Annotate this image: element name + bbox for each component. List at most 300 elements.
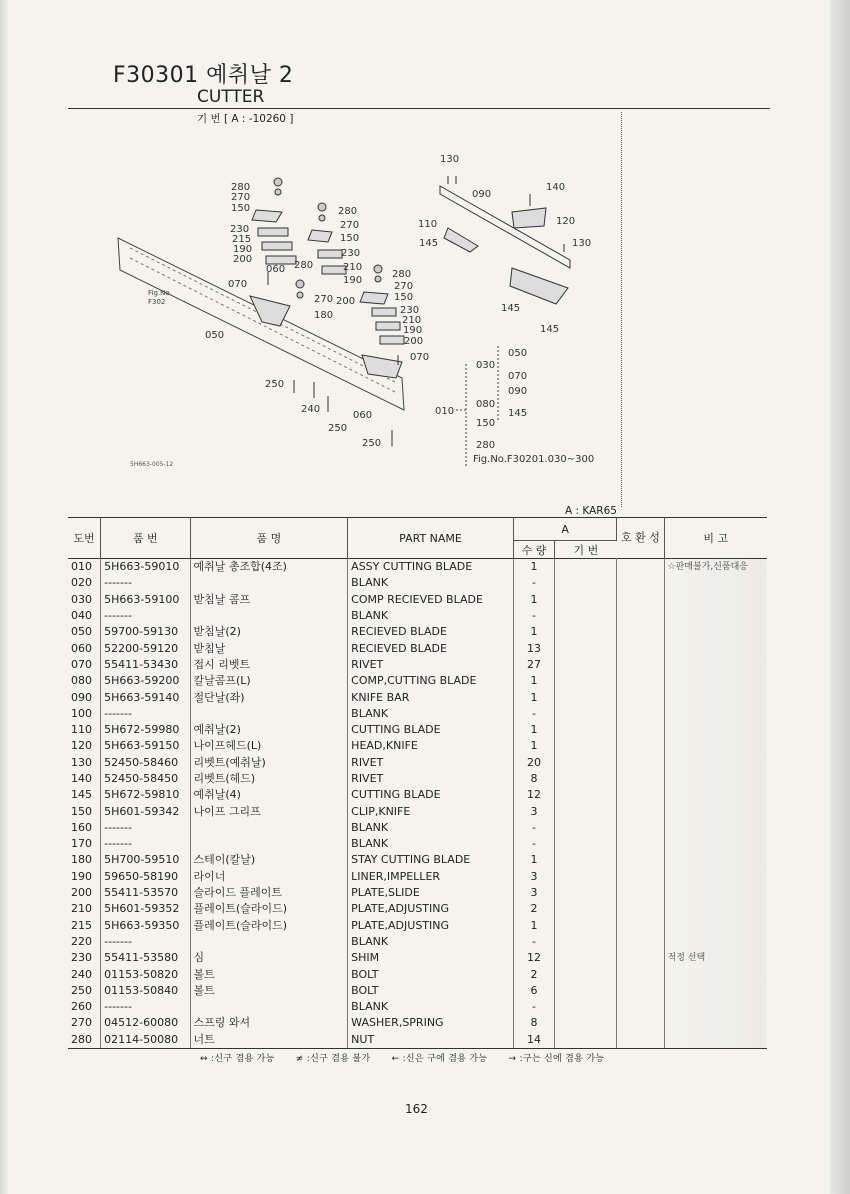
callout-label: 050	[508, 348, 528, 359]
table-row	[68, 966, 767, 982]
table-row	[68, 1032, 767, 1049]
row-qty: 3	[513, 803, 554, 819]
row-part-no: -------	[101, 934, 190, 950]
row-remarks	[664, 787, 767, 803]
row-part-name: NUT	[348, 1032, 514, 1049]
col-header-group-a: A	[513, 518, 616, 541]
row-part-no: 5H672-59980	[101, 722, 190, 738]
row-part-no: 55411-53580	[101, 950, 190, 966]
row-part-no: 01153-50840	[101, 983, 190, 999]
table-row	[68, 869, 767, 885]
row-part-name: ASSY CUTTING BLADE	[348, 559, 514, 576]
row-qty: 1	[513, 852, 554, 868]
row-qty: 13	[513, 640, 554, 656]
row-part-name: RECIEVED BLADE	[348, 640, 514, 656]
row-part-name: RIVET	[348, 657, 514, 673]
row-part-name: LINER,IMPELLER	[348, 869, 514, 885]
row-serial	[555, 673, 617, 689]
callout-label: 110	[418, 219, 438, 230]
row-remarks: ☆판매불가,신품대응	[664, 559, 767, 576]
row-no: 060	[68, 640, 101, 656]
row-interchange	[617, 592, 664, 608]
callout-label: 180	[314, 310, 334, 321]
row-qty: 1	[513, 722, 554, 738]
row-qty: 1	[513, 689, 554, 705]
row-name-kr	[190, 836, 348, 852]
col-header-part-no: 품 번	[101, 518, 190, 559]
row-interchange	[617, 999, 664, 1015]
table-row	[68, 983, 767, 999]
row-no: 110	[68, 722, 101, 738]
table-row	[68, 738, 767, 754]
callout-label: 200	[336, 296, 356, 307]
callout-label: 080	[476, 399, 496, 410]
row-interchange	[617, 722, 664, 738]
row-part-no: -------	[101, 836, 190, 852]
callout-label: 150	[231, 203, 251, 214]
row-serial	[555, 657, 617, 673]
callout-label: 030	[476, 360, 496, 371]
row-serial	[555, 966, 617, 982]
callout-label: 210	[343, 262, 363, 273]
knife-bar-drawing	[440, 176, 570, 304]
row-no: 070	[68, 657, 101, 673]
row-remarks	[664, 771, 767, 787]
page-title: F30301 예취날 2	[113, 63, 294, 88]
callout-label: 270	[314, 294, 334, 305]
row-part-name: BLANK	[348, 820, 514, 836]
row-qty: -	[513, 820, 554, 836]
row-part-name: BLANK	[348, 999, 514, 1015]
page-number: 162	[405, 1102, 428, 1116]
row-serial	[555, 624, 617, 640]
callout-label: 190	[343, 275, 363, 286]
callout-label: 060	[353, 410, 373, 421]
row-qty: 2	[513, 966, 554, 982]
row-part-name: STAY CUTTING BLADE	[348, 852, 514, 868]
table-row	[68, 608, 767, 624]
row-serial	[555, 1032, 617, 1049]
row-name-kr: 예취날(2)	[190, 722, 348, 738]
row-qty: 3	[513, 885, 554, 901]
callout-label: 210	[402, 315, 422, 326]
row-remarks	[664, 608, 767, 624]
table-row	[68, 559, 767, 576]
row-no: 130	[68, 755, 101, 771]
row-qty: 1	[513, 592, 554, 608]
callout-label: 280	[392, 269, 412, 280]
callout-label: 200	[233, 254, 253, 265]
page-subtitle: CUTTER	[197, 87, 265, 107]
row-qty: -	[513, 608, 554, 624]
row-part-no: 5H663-59200	[101, 673, 190, 689]
row-part-name: PLATE,ADJUSTING	[348, 901, 514, 917]
row-part-no: 5H663-59350	[101, 918, 190, 934]
row-interchange	[617, 836, 664, 852]
row-name-kr: 칼날콤프(L)	[190, 673, 348, 689]
row-interchange	[617, 803, 664, 819]
row-remarks	[664, 820, 767, 836]
callout-label: 250	[328, 423, 348, 434]
row-part-name: PLATE,ADJUSTING	[348, 918, 514, 934]
callout-label: 240	[301, 404, 321, 415]
row-remarks	[664, 575, 767, 591]
callout-label: 090	[472, 189, 492, 200]
row-remarks	[664, 706, 767, 722]
serial-range: 기 번 [ A : -10260 ]	[197, 113, 294, 125]
row-serial	[555, 755, 617, 771]
row-serial	[555, 706, 617, 722]
row-qty: 6	[513, 983, 554, 999]
row-name-kr: 너트	[190, 1032, 348, 1049]
row-part-name: BOLT	[348, 966, 514, 982]
row-name-kr: 리벳트(헤드)	[190, 771, 348, 787]
row-part-no: 52200-59120	[101, 640, 190, 656]
row-name-kr: 받침날(2)	[190, 624, 348, 640]
callout-label: 070	[508, 371, 528, 382]
table-row	[68, 852, 767, 868]
row-name-kr	[190, 575, 348, 591]
callout-label: 145	[501, 303, 521, 314]
callout-label: 145	[540, 324, 560, 335]
row-no: 020	[68, 575, 101, 591]
row-no: 040	[68, 608, 101, 624]
row-interchange	[617, 657, 664, 673]
row-remarks	[664, 934, 767, 950]
row-remarks	[664, 592, 767, 608]
col-header-serial: 기 번	[555, 541, 617, 559]
fig-ref-line: Fig.No	[148, 289, 170, 297]
callout-label: 090	[508, 386, 528, 397]
row-interchange	[617, 689, 664, 705]
callout-label: 140	[546, 182, 566, 193]
row-part-name: HEAD,KNIFE	[348, 738, 514, 754]
table-row	[68, 592, 767, 608]
row-interchange	[617, 885, 664, 901]
callout-label: 060	[266, 264, 286, 275]
table-row	[68, 673, 767, 689]
row-serial	[555, 983, 617, 999]
row-remarks	[664, 624, 767, 640]
row-qty: 3	[513, 869, 554, 885]
col-header-remarks: 비 고	[703, 532, 729, 545]
row-part-no: 5H663-59150	[101, 738, 190, 754]
row-no: 230	[68, 950, 101, 966]
row-serial	[555, 738, 617, 754]
row-remarks	[664, 689, 767, 705]
row-serial	[555, 722, 617, 738]
parts-table	[68, 517, 767, 1049]
row-serial	[555, 869, 617, 885]
row-serial	[555, 575, 617, 591]
row-remarks	[664, 852, 767, 868]
row-serial	[555, 950, 617, 966]
callout-label: 120	[556, 216, 576, 227]
callout-label: 150	[394, 292, 414, 303]
row-remarks	[664, 983, 767, 999]
row-part-no: 5H663-59010	[101, 559, 190, 576]
figure-reference	[148, 289, 170, 307]
row-no: 140	[68, 771, 101, 787]
row-part-name: BLANK	[348, 575, 514, 591]
drawing-code: 5H663-005-12	[130, 461, 174, 468]
row-qty: 20	[513, 755, 554, 771]
row-no: 190	[68, 869, 101, 885]
callout-label: 050	[205, 330, 225, 341]
row-name-kr: 심	[190, 950, 348, 966]
table-row	[68, 771, 767, 787]
row-name-kr: 스테이(칼날)	[190, 852, 348, 868]
row-part-name: RECIEVED BLADE	[348, 624, 514, 640]
row-part-no: -------	[101, 999, 190, 1015]
row-qty: 1	[513, 559, 554, 576]
row-interchange	[617, 755, 664, 771]
row-no: 270	[68, 1015, 101, 1031]
callout-label: 010	[435, 406, 455, 417]
row-qty: 1	[513, 673, 554, 689]
row-serial	[555, 592, 617, 608]
legend-item: ↔ :신구 겸용 가능	[200, 1054, 275, 1064]
table-row	[68, 575, 767, 591]
callout-label: 230	[400, 305, 420, 316]
row-qty: 2	[513, 901, 554, 917]
row-no: 150	[68, 803, 101, 819]
row-no: 180	[68, 852, 101, 868]
row-qty: 1	[513, 918, 554, 934]
row-interchange	[617, 559, 664, 576]
callout-label: 145	[508, 408, 528, 419]
row-qty: 12	[513, 787, 554, 803]
callout-label: 145	[419, 238, 439, 249]
callout-label: 280	[294, 260, 314, 271]
row-part-no: 5H663-59140	[101, 689, 190, 705]
row-remarks	[664, 803, 767, 819]
row-interchange	[617, 738, 664, 754]
row-part-no: 59650-58190	[101, 869, 190, 885]
row-remarks	[664, 999, 767, 1015]
fig-ref-line: F302	[148, 298, 166, 306]
row-part-name: BLANK	[348, 934, 514, 950]
row-remarks	[664, 722, 767, 738]
row-interchange	[617, 966, 664, 982]
row-part-no: 5H601-59342	[101, 803, 190, 819]
row-no: 210	[68, 901, 101, 917]
row-remarks	[664, 738, 767, 754]
row-part-no: -------	[101, 820, 190, 836]
row-name-kr: 예취날(4)	[190, 787, 348, 803]
row-part-name: RIVET	[348, 755, 514, 771]
callout-label: 250	[362, 438, 382, 449]
row-name-kr: 볼트	[190, 966, 348, 982]
row-no: 200	[68, 885, 101, 901]
row-interchange	[617, 901, 664, 917]
row-part-no: 55411-53570	[101, 885, 190, 901]
table-row	[68, 901, 767, 917]
row-part-name: BLANK	[348, 706, 514, 722]
row-part-name: RIVET	[348, 771, 514, 787]
row-no: 050	[68, 624, 101, 640]
exploded-parts-diagram	[0, 0, 850, 520]
row-no: 170	[68, 836, 101, 852]
row-name-kr	[190, 706, 348, 722]
row-part-no: 5H601-59352	[101, 901, 190, 917]
callout-label: 150	[476, 418, 496, 429]
row-qty: -	[513, 836, 554, 852]
row-qty: 1	[513, 738, 554, 754]
row-part-name: COMP,CUTTING BLADE	[348, 673, 514, 689]
row-remarks	[664, 657, 767, 673]
row-remarks	[664, 755, 767, 771]
row-serial	[555, 803, 617, 819]
row-part-name: CUTTING BLADE	[348, 722, 514, 738]
row-serial	[555, 771, 617, 787]
table-row	[68, 836, 767, 852]
row-part-no: 02114-50080	[101, 1032, 190, 1049]
row-qty: 1	[513, 624, 554, 640]
row-name-kr: 절단날(좌)	[190, 689, 348, 705]
table-row	[68, 787, 767, 803]
table-row	[68, 640, 767, 656]
row-serial	[555, 901, 617, 917]
row-interchange	[617, 1015, 664, 1031]
row-interchange	[617, 771, 664, 787]
row-name-kr: 받침날 콤프	[190, 592, 348, 608]
row-part-no: 59700-59130	[101, 624, 190, 640]
row-remarks: 적정 선택	[664, 950, 767, 966]
callout-label: 215	[232, 234, 252, 245]
table-row	[68, 755, 767, 771]
row-remarks	[664, 885, 767, 901]
row-serial	[555, 918, 617, 934]
row-no: 260	[68, 999, 101, 1015]
callout-label: 070	[410, 352, 430, 363]
row-no: 220	[68, 934, 101, 950]
row-name-kr	[190, 999, 348, 1015]
row-name-kr: 볼트	[190, 983, 348, 999]
interchange-legend	[200, 1051, 622, 1064]
row-interchange	[617, 934, 664, 950]
row-part-no: -------	[101, 608, 190, 624]
col-header-interchange: 호 환 성	[617, 518, 664, 559]
callout-label: 070	[228, 279, 248, 290]
row-part-no: 04512-60080	[101, 1015, 190, 1031]
row-interchange	[617, 852, 664, 868]
row-serial	[555, 852, 617, 868]
row-serial	[555, 1015, 617, 1031]
row-serial	[555, 836, 617, 852]
row-name-kr: 리벳트(예취날)	[190, 755, 348, 771]
col-header-no: 도번	[68, 518, 101, 559]
row-qty: -	[513, 575, 554, 591]
table-row	[68, 689, 767, 705]
row-no: 250	[68, 983, 101, 999]
row-no: 215	[68, 918, 101, 934]
row-remarks	[664, 1032, 767, 1049]
table-row	[68, 999, 767, 1015]
row-interchange	[617, 918, 664, 934]
callout-label: 280	[476, 440, 496, 451]
row-qty: -	[513, 706, 554, 722]
callout-label: 280	[231, 182, 251, 193]
row-interchange	[617, 820, 664, 836]
row-no: 120	[68, 738, 101, 754]
row-part-name: CUTTING BLADE	[348, 787, 514, 803]
row-remarks	[664, 966, 767, 982]
row-name-kr: 예취날 총조합(4조)	[190, 559, 348, 576]
table-row	[68, 657, 767, 673]
row-serial	[555, 934, 617, 950]
parts-table-body	[68, 559, 767, 1049]
col-header-name-kr: 품 명	[190, 518, 348, 559]
row-part-name: KNIFE BAR	[348, 689, 514, 705]
row-qty: 27	[513, 657, 554, 673]
row-part-no: 52450-58450	[101, 771, 190, 787]
row-part-no: 5H672-59810	[101, 787, 190, 803]
row-remarks	[664, 901, 767, 917]
callout-label: 250	[265, 379, 285, 390]
row-part-no: -------	[101, 706, 190, 722]
row-interchange	[617, 950, 664, 966]
callout-label: 130	[440, 154, 460, 165]
row-interchange	[617, 983, 664, 999]
row-no: 280	[68, 1032, 101, 1049]
row-name-kr: 라이너	[190, 869, 348, 885]
row-interchange	[617, 673, 664, 689]
row-part-name: SHIM	[348, 950, 514, 966]
row-serial	[555, 787, 617, 803]
table-row	[68, 885, 767, 901]
table-row	[68, 624, 767, 640]
row-name-kr: 플레이트(슬라이드)	[190, 918, 348, 934]
row-name-kr: 슬라이드 플레이트	[190, 885, 348, 901]
callout-label: 230	[230, 224, 250, 235]
row-name-kr: 접시 리벳트	[190, 657, 348, 673]
callout-label: 130	[572, 238, 592, 249]
row-part-name: BLANK	[348, 608, 514, 624]
row-serial	[555, 820, 617, 836]
row-serial	[555, 559, 617, 576]
row-qty: 12	[513, 950, 554, 966]
table-row	[68, 803, 767, 819]
callout-label: 190	[403, 325, 423, 336]
row-part-no: 01153-50820	[101, 966, 190, 982]
row-remarks	[664, 836, 767, 852]
assembly-range-note: Fig.No.F30201.030~300	[473, 454, 595, 465]
table-row	[68, 706, 767, 722]
row-part-name: PLATE,SLIDE	[348, 885, 514, 901]
row-qty: -	[513, 999, 554, 1015]
row-part-name: WASHER,SPRING	[348, 1015, 514, 1031]
callout-label: 200	[404, 336, 424, 347]
row-remarks	[664, 640, 767, 656]
callout-label: 270	[394, 281, 414, 292]
row-interchange	[617, 575, 664, 591]
row-part-no: 5H700-59510	[101, 852, 190, 868]
row-name-kr	[190, 934, 348, 950]
row-no: 030	[68, 592, 101, 608]
model-label: A : KAR65	[565, 505, 617, 517]
row-name-kr: 스프링 와셔	[190, 1015, 348, 1031]
row-name-kr	[190, 608, 348, 624]
row-interchange	[617, 640, 664, 656]
row-remarks	[664, 869, 767, 885]
row-interchange	[617, 787, 664, 803]
row-serial	[555, 608, 617, 624]
row-no: 160	[68, 820, 101, 836]
legend-item: ← :신은 구에 겸용 가능	[391, 1054, 488, 1064]
row-qty: 14	[513, 1032, 554, 1049]
row-no: 100	[68, 706, 101, 722]
